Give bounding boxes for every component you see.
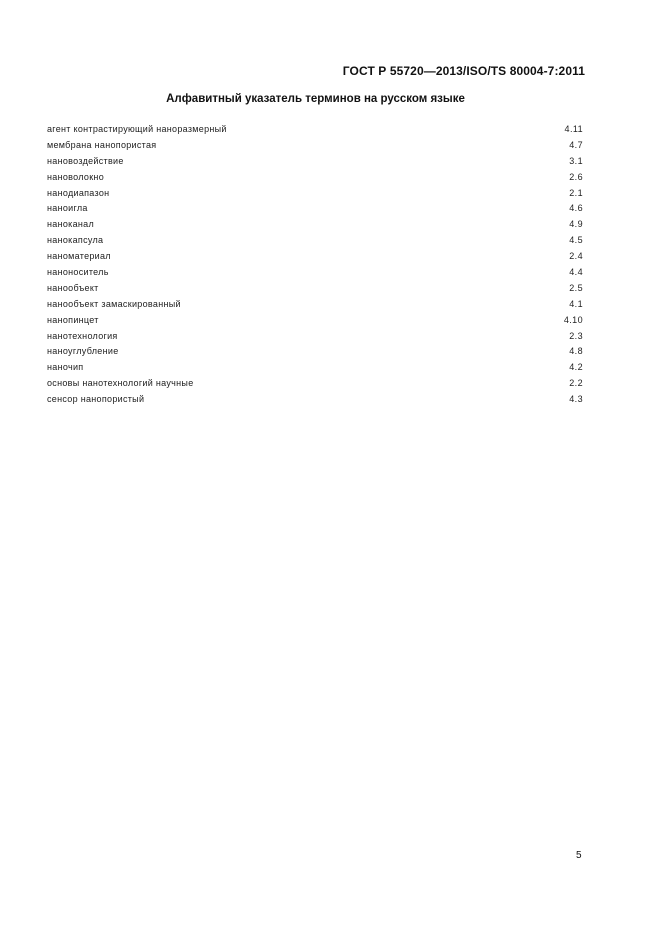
index-title-text: Алфавитный указатель терминов на русском языке <box>166 93 465 105</box>
index-term: нанодиапазон <box>47 187 110 198</box>
index-term: нанообъект замаскированный <box>47 298 181 309</box>
index-entry <box>47 267 583 283</box>
index-ref: 4.8 <box>569 346 583 357</box>
index-title <box>0 93 661 105</box>
index-term: мембрана нанопористая <box>47 139 157 150</box>
index-entry <box>47 251 583 267</box>
index-term: нановоздействие <box>47 155 124 166</box>
index-term: нанообъект <box>47 282 99 293</box>
index-entry <box>47 124 583 140</box>
page-number: 5 <box>576 850 582 861</box>
index-term: наноигла <box>47 203 88 214</box>
index-ref: 4.6 <box>569 203 583 214</box>
index-ref: 4.7 <box>569 139 583 150</box>
index-ref: 4.5 <box>569 235 583 246</box>
index-term: наноканал <box>47 219 95 230</box>
index-ref: 3.1 <box>569 155 583 166</box>
index-entry <box>47 394 583 410</box>
index-term: агент контрастирующий наноразмерный <box>47 124 227 134</box>
index-entry <box>47 156 583 172</box>
index-ref: 4.1 <box>569 298 583 309</box>
index-term: нановолокно <box>47 171 105 182</box>
index-ref: 4.3 <box>569 394 583 405</box>
index-term: нанопинцет <box>47 314 99 325</box>
index-term: наночип <box>47 362 84 373</box>
index-ref: 4.2 <box>569 362 583 373</box>
index-entry <box>47 378 583 394</box>
index-entry <box>47 188 583 204</box>
index-term: наноуглубление <box>47 346 119 357</box>
index-ref: 4.4 <box>569 267 583 278</box>
index-term: основы нанотехнологий научные <box>47 378 194 389</box>
index-ref: 4.10 <box>563 314 583 325</box>
index-ref: 2.1 <box>569 187 583 198</box>
index-ref: 4.11 <box>564 124 583 134</box>
index-term: наноноситель <box>47 267 109 278</box>
term-index-list <box>47 124 583 410</box>
index-entry <box>47 283 583 299</box>
index-ref: 4.9 <box>569 219 583 230</box>
index-entry <box>47 140 583 156</box>
index-entry <box>47 203 583 219</box>
index-entry <box>47 299 583 315</box>
index-entry <box>47 362 583 378</box>
index-ref: 2.6 <box>569 171 583 182</box>
index-term: наноматериал <box>47 251 111 262</box>
index-entry <box>47 219 583 235</box>
index-entry <box>47 172 583 188</box>
index-term: нанокапсула <box>47 235 104 246</box>
index-term: сенсор нанопористый <box>47 394 145 405</box>
index-ref: 2.5 <box>569 282 583 293</box>
index-ref: 2.4 <box>569 251 583 262</box>
index-entry <box>47 235 583 251</box>
index-term: нанотехнология <box>47 330 118 341</box>
index-entry <box>47 346 583 362</box>
index-ref: 2.3 <box>569 330 583 341</box>
document-standard-code: ГОСТ Р 55720—2013/ISO/TS 80004-7:2011 <box>342 64 585 78</box>
index-ref: 2.2 <box>569 378 583 389</box>
index-entry <box>47 331 583 347</box>
index-entry <box>47 315 583 331</box>
